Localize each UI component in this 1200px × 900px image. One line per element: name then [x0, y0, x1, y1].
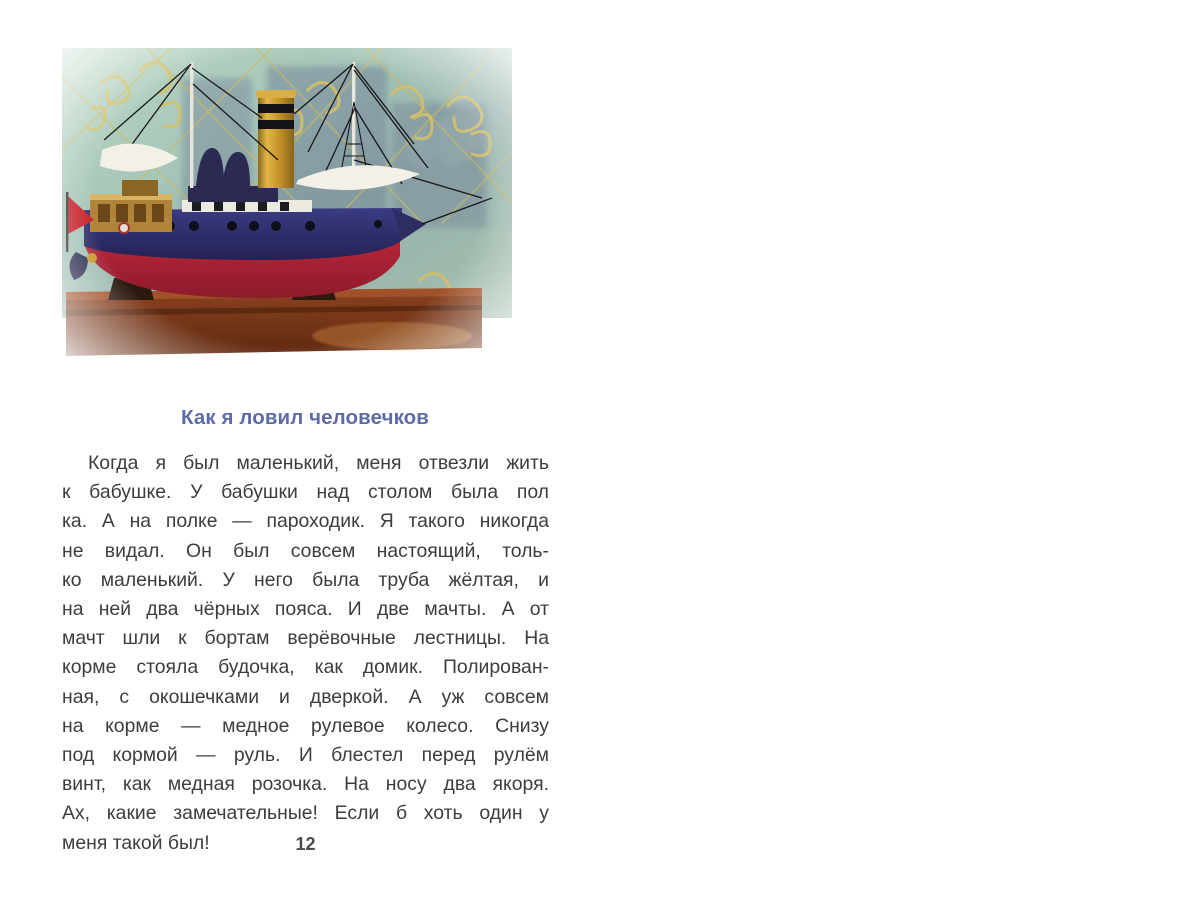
text-line: ко маленький. У него была труба жёлтая, и: [62, 568, 549, 591]
text-line: не видал. Он был совсем настоящий, толь-: [62, 539, 549, 562]
ship-illustration-svg: [62, 48, 512, 386]
page-number-left: 12: [295, 834, 316, 854]
text-line: корме стояла будочка, как домик. Полирован-: [62, 656, 549, 679]
text-line: Ах, какие замечательные! Если б хоть один у: [62, 802, 549, 825]
right-page: [600, 0, 1200, 900]
left-text-column: [62, 449, 549, 858]
story-title: Как я ловил человечков: [181, 406, 429, 429]
text-line: под кормой — руль. И блестел перед рулём: [62, 744, 549, 767]
text-line: ка. А на полке — пароходик. Я такого никогда: [62, 510, 549, 533]
text-line: винт, как медная розочка. На носу два якоря.: [62, 773, 549, 796]
text-line: на корме — медное рулевое колесо. Снизу: [62, 714, 549, 737]
line-text: Когда я был маленький, меня отвезли жить: [88, 452, 549, 474]
text-line: мачт шли к бортам верёвочные лестницы. На: [62, 627, 549, 650]
text-line: меня такой был!: [62, 831, 210, 854]
text-line: на ней два чёрных пояса. И две мачты. А от: [62, 598, 549, 621]
ship-illustration: [62, 48, 512, 386]
text-line: к бабушке. У бабушки над столом была пол: [62, 481, 549, 504]
text-line: ная, с окошечками и дверкой. А уж совсем: [62, 685, 549, 708]
text-line: [62, 449, 549, 478]
paragraph: [62, 449, 549, 858]
